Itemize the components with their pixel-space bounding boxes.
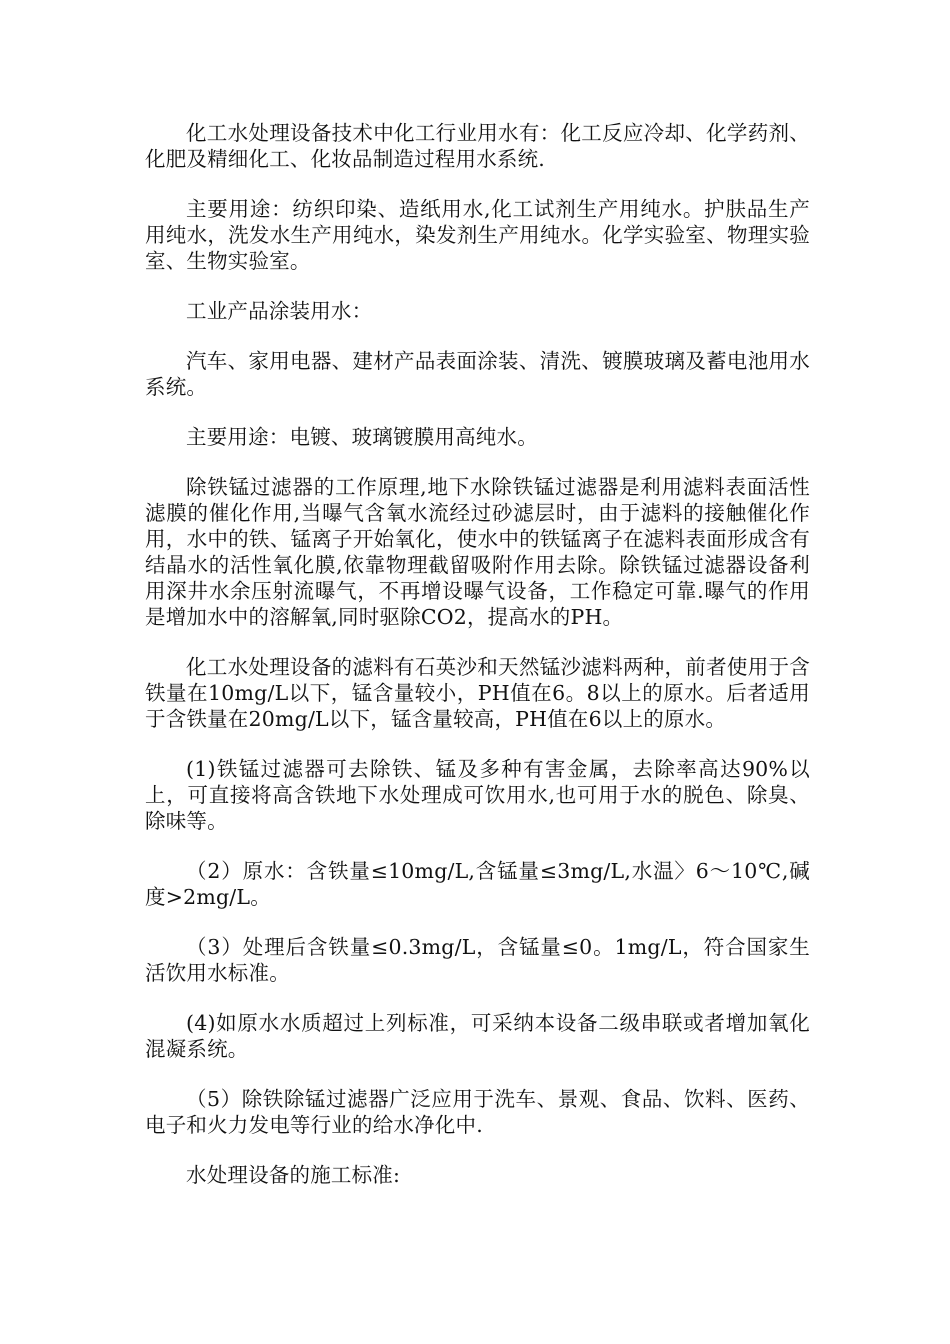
paragraph-item-1: (1)铁锰过滤器可去除铁、锰及多种有害金属，去除率高达90%以上，可直接将高含铁地下水处理成可饮用水,也可用于水的脱色、除臭、除味等。	[145, 757, 810, 833]
paragraph-item-3: （3）处理后含铁量≤0.3mg/L，含锰量≤0。1mg/L，符合国家生活饮用水标准。	[145, 935, 810, 985]
paragraph-construction-standard-heading: 水处理设备的施工标准:	[186, 1163, 401, 1187]
paragraph-chemical-industry-water: 化工水处理设备技术中化工行业用水有：化工反应冷却、化学药剂、化肥及精细化工、化妆品制造过程用水系统.	[145, 121, 810, 171]
paragraph-item-5: （5）除铁除锰过滤器广泛应用于洗车、景观、食品、饮料、医药、电子和火力发电等行业的给水净化中.	[145, 1087, 810, 1137]
paragraph-filter-media: 化工水处理设备的滤料有石英沙和天然锰沙滤料两种，前者使用于含铁量在10mg/L以下，锰含量较小，PH值在6。8以上的原水。后者适用于含铁量在20mg/L以下，锰含量较高，PH值在6以上的原水。	[145, 655, 810, 731]
paragraph-filter-working-principle: 除铁锰过滤器的工作原理,地下水除铁锰过滤器是利用滤料表面活性滤膜的催化作用,当曝气含氧水流经过砂滤层时，由于滤料的接触催化作用，水中的铁、锰离子开始氧化，使水中的铁锰离子在滤料表面形成含有结晶水的活性氧化膜,依靠物理截留吸附作用去除。除铁锰过滤器设备利用深井水余压射流曝气，不再增设曝气设备，工作稳定可靠.曝气的作用是增加水中的溶解氧,同时驱除CO2，提高水的PH。	[145, 475, 810, 629]
paragraph-item-4: (4)如原水水质超过上列标准，可采纳本设备二级串联或者增加氧化混凝系统。	[145, 1011, 810, 1061]
paragraph-coating-water-systems: 汽车、家用电器、建材产品表面涂装、清洗、镀膜玻璃及蓄电池用水系统。	[145, 349, 810, 399]
paragraph-item-2: （2）原水：含铁量≤10mg/L,含锰量≤3mg/L,水温〉6～10℃,碱度>2mg/L。	[145, 859, 810, 909]
paragraph-coating-water-heading: 工业产品涂装用水：	[186, 299, 373, 323]
paragraph-main-uses-pure-water: 主要用途：纺织印染、造纸用水,化工试剂生产用纯水。护肤品生产用纯水，洗发水生产用纯水，染发剂生产用纯水。化学实验室、物理实验室、生物实验室。	[145, 197, 810, 273]
document-body	[145, 120, 810, 1212]
paragraph-main-uses-high-purity: 主要用途：电镀、玻璃镀膜用高纯水。	[186, 425, 538, 449]
